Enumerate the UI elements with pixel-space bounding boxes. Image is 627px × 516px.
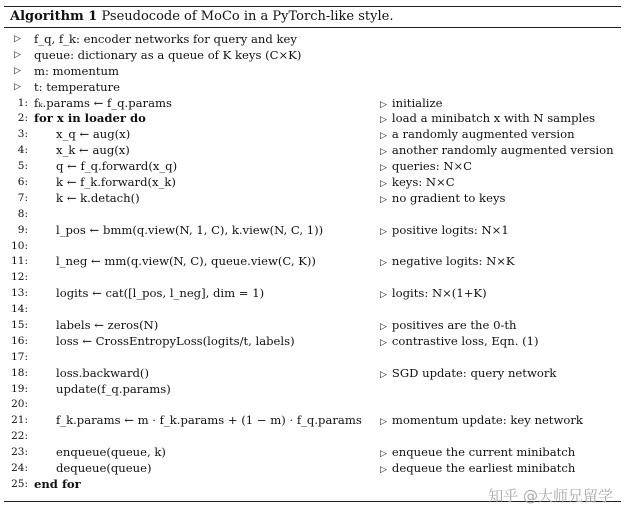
watermark: 知乎 @大师兄留学 [488,487,613,505]
triangle-icon: ▷ [380,369,387,380]
triangle-icon: ▷ [380,322,387,333]
code-line: 3: x_q ← aug(x) ▷ a randomly augmented version [17,127,575,142]
triangle-icon: ▷ [14,34,21,44]
algorithm-caption: Pseudocode of MoCo in a PyTorch-like style. [101,9,394,24]
triangle-icon: ▷ [380,131,387,142]
header-comment: ▷ f_q, f_k: encoder networks for query and key [14,32,297,46]
code-line: 18: loss.backward() ▷ SGD update: query network [11,365,557,380]
code-line: 9: l_pos ← bmm(q.view(N, 1, C), k.view(N, C, 1)) ▷ positive logits: N×1 [17,222,509,237]
code-line: 10: [11,239,28,252]
triangle-icon: ▷ [380,337,387,348]
header-comment: ▷ queue: dictionary as a queue of K keys (C×K) [14,47,302,62]
algorithm-lines [4,28,621,493]
triangle-icon: ▷ [380,465,387,476]
code-line: 13: logits ← cat([l_pos, l_neg], dim = 1) ▷ logits: N×(1+K) [11,286,487,301]
code-line: 11: l_neg ← mm(q.view(N, C), queue.view(C, K)) ▷ negative logits: N×K [11,254,515,269]
algorithm-block [4,6,621,502]
triangle-icon: ▷ [380,115,387,126]
code-line: 15: labels ← zeros(N) ▷ positives are the 0-th [11,318,517,333]
code-line: 16: loss ← CrossEntropyLoss(logits/t, labels) ▷ contrastive loss, Eqn. (1) [11,333,539,348]
code-line: 6: k ← f_k.forward(x_k) ▷ keys: N×C [17,175,455,190]
code-line: 1: fₖ.params ← f_q.params ▷ initialize [17,95,443,110]
triangle-icon: ▷ [380,226,387,237]
header-comment: ▷ t: temperature [14,79,121,94]
code-line: 22: [11,430,28,443]
triangle-icon: ▷ [14,49,21,60]
triangle-icon: ▷ [380,258,387,269]
code-line: 25: end for [11,476,81,491]
code-line: 20: [11,398,28,411]
algorithm-label: Algorithm 1 [10,9,98,24]
triangle-icon: ▷ [380,179,387,190]
triangle-icon: ▷ [380,147,387,158]
triangle-icon: ▷ [14,81,21,92]
triangle-icon: ▷ [380,290,387,301]
code-line: 19: update(f_q.params) [11,381,171,396]
header-comment: ▷ m: momentum [14,63,120,78]
code-line: 24: dequeue(queue) ▷ dequeue the earliest minibatch [11,461,576,476]
triangle-icon: ▷ [380,449,387,460]
code-line: 12: [11,271,28,284]
code-line: 2: for x in loader do ▷ load a minibatch x with N samples [17,111,596,126]
triangle-icon: ▷ [380,194,387,205]
code-line: 7: k ← k.detach() ▷ no gradient to keys [17,190,506,205]
code-line: 23: enqueue(queue, k) ▷ enqueue the current minibatch [11,445,576,460]
code-line: 14: [11,303,28,316]
triangle-icon: ▷ [380,99,387,110]
code-line: 5: q ← f_q.forward(x_q) ▷ queries: N×C [17,159,473,174]
triangle-icon: ▷ [380,417,387,428]
algorithm-title [4,7,621,27]
triangle-icon: ▷ [380,163,387,174]
code-line: 21: f_k.params ← m · f_k.params + (1 − m) · f_q.params ▷ momentum update: key network [11,413,583,428]
triangle-icon: ▷ [14,65,21,76]
code-line: 17: [11,350,28,363]
code-line: 4: x_k ← aug(x) ▷ another randomly augmented version [17,143,614,158]
code-line: 8: [17,207,28,220]
